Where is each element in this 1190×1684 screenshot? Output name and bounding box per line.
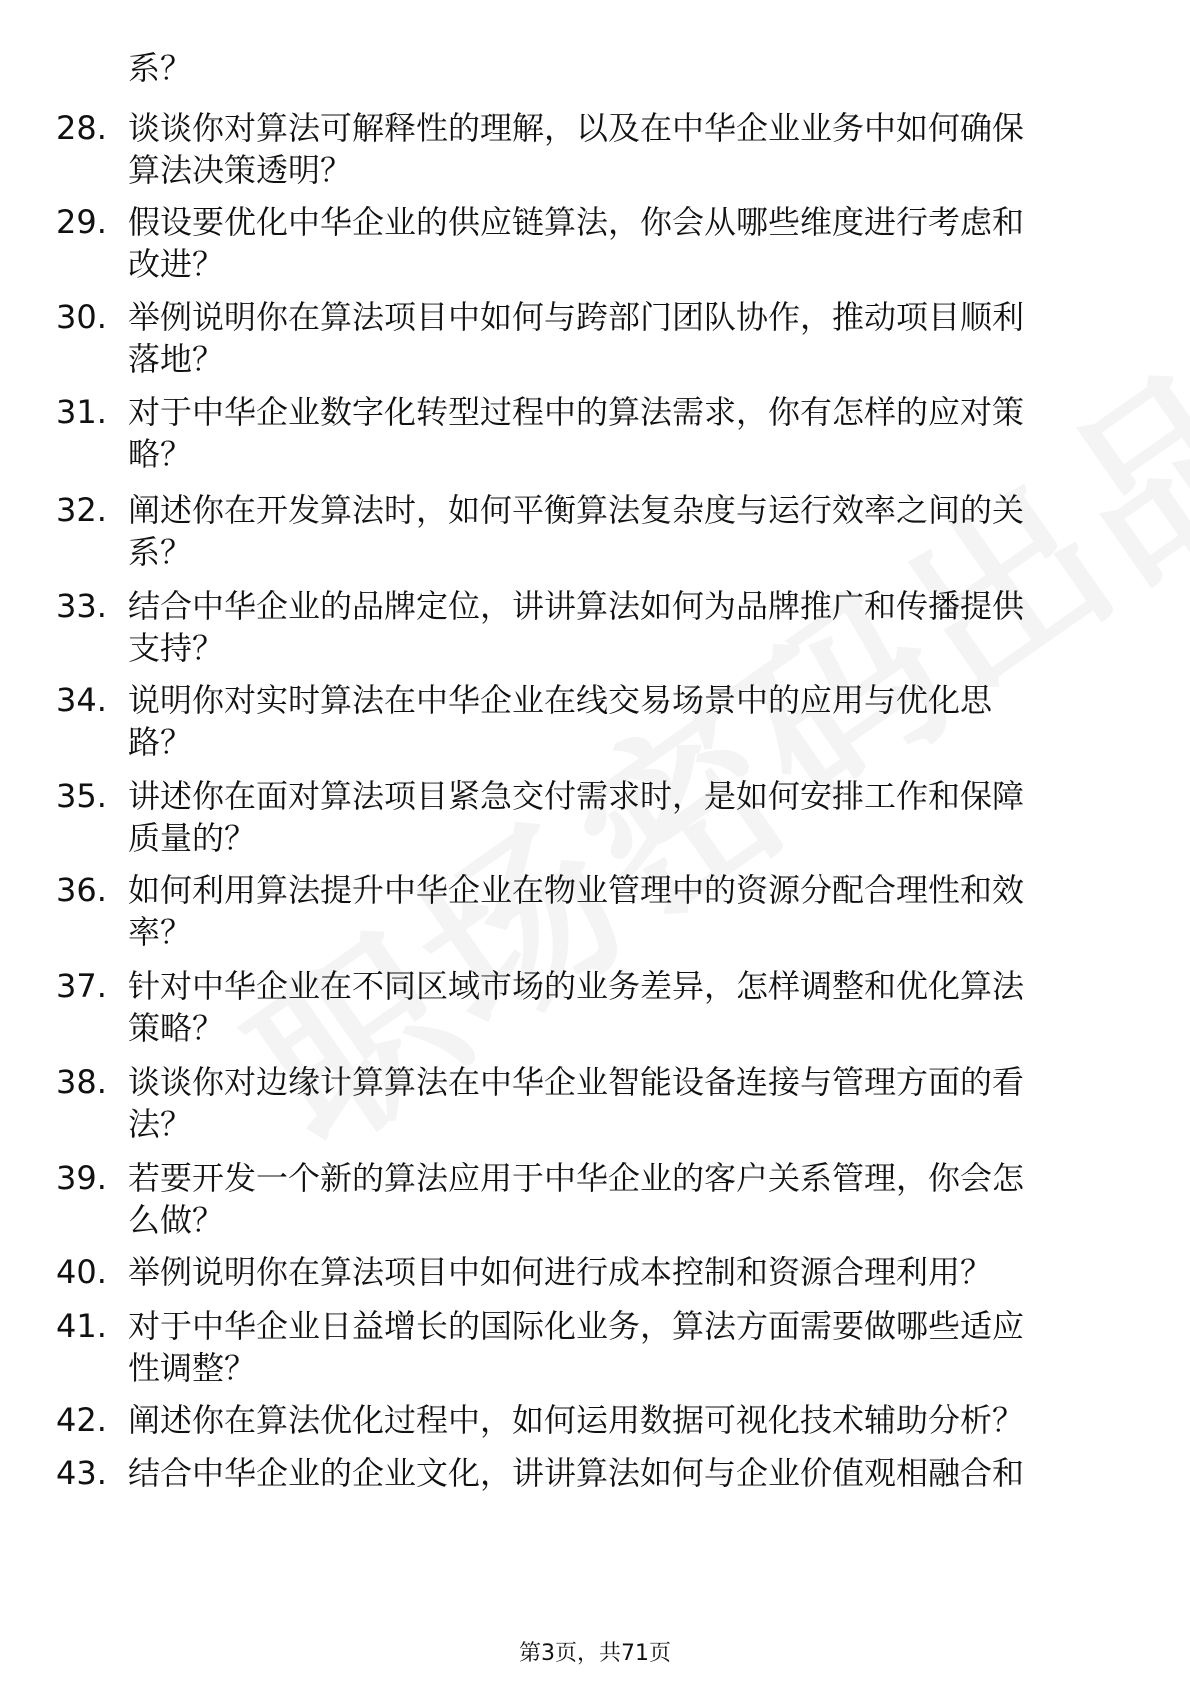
- question-text-line2: 改进？: [128, 245, 225, 283]
- question-number: 39.: [56, 1159, 107, 1197]
- question-text-line1: 说明你对实时算法在中华企业在线交易场景中的应用与优化思: [128, 681, 993, 719]
- question-text-line1: 结合中华企业的企业文化，讲讲算法如何与企业价值观相融合和: [128, 1454, 1025, 1492]
- question-text-line2: 系？: [128, 533, 193, 571]
- question-number: 31.: [56, 393, 107, 431]
- question-text-line2: 么做？: [128, 1201, 225, 1239]
- question-text-line2: 略？: [128, 435, 193, 473]
- question-text-line1: 针对中华企业在不同区域市场的业务差异，怎样调整和优化算法: [128, 967, 1025, 1005]
- question-text-line2: 法？: [128, 1105, 193, 1143]
- question-text-line2: 性调整？: [128, 1349, 257, 1387]
- question-number: 37.: [56, 967, 107, 1005]
- question-text-line1: 如何利用算法提升中华企业在物业管理中的资源分配合理性和效: [128, 871, 1025, 909]
- question-number: 28.: [56, 109, 107, 147]
- question-text-line1: 举例说明你在算法项目中如何进行成本控制和资源合理利用？: [128, 1253, 993, 1291]
- question-text-line1: 对于中华企业日益增长的国际化业务，算法方面需要做哪些适应: [128, 1307, 1025, 1345]
- page-footer: 第3页，共71页: [519, 1641, 671, 1666]
- question-number: 40.: [56, 1253, 107, 1291]
- question-text-line2: 率？: [128, 913, 193, 951]
- carryover-text: 系？: [128, 49, 193, 87]
- question-number: 35.: [56, 777, 107, 815]
- question-number: 29.: [56, 203, 107, 241]
- question-text-line2: 算法决策透明？: [128, 151, 353, 189]
- question-number: 41.: [56, 1307, 107, 1345]
- question-text-line2: 策略？: [128, 1009, 225, 1047]
- question-number: 30.: [56, 298, 107, 336]
- question-text-line1: 若要开发一个新的算法应用于中华企业的客户关系管理，你会怎: [128, 1159, 1025, 1197]
- question-number: 33.: [56, 587, 107, 625]
- question-text-line1: 举例说明你在算法项目中如何与跨部门团队协作，推动项目顺利: [128, 298, 1025, 336]
- question-number: 38.: [56, 1063, 107, 1101]
- question-text-line1: 谈谈你对边缘计算算法在中华企业智能设备连接与管理方面的看: [128, 1063, 1025, 1101]
- question-text-line2: 路？: [128, 723, 193, 761]
- question-number: 43.: [56, 1454, 107, 1492]
- question-text-line2: 支持？: [128, 629, 225, 667]
- question-text-line1: 阐述你在开发算法时，如何平衡算法复杂度与运行效率之间的关: [128, 491, 1025, 529]
- question-text-line1: 结合中华企业的品牌定位，讲讲算法如何为品牌推广和传播提供: [128, 587, 1025, 625]
- question-text-line2: 质量的？: [128, 819, 257, 857]
- question-number: 34.: [56, 681, 107, 719]
- question-text-line1: 谈谈你对算法可解释性的理解，以及在中华企业业务中如何确保: [128, 109, 1025, 147]
- question-text-line2: 落地？: [128, 340, 225, 378]
- question-text-line1: 阐述你在算法优化过程中，如何运用数据可视化技术辅助分析？: [128, 1401, 1025, 1439]
- question-number: 42.: [56, 1401, 107, 1439]
- question-number: 36.: [56, 871, 107, 909]
- question-text-line1: 讲述你在面对算法项目紧急交付需求时，是如何安排工作和保障: [128, 777, 1025, 815]
- question-text-line1: 假设要优化中华企业的供应链算法，你会从哪些维度进行考虑和: [128, 203, 1025, 241]
- question-number: 32.: [56, 491, 107, 529]
- question-text-line1: 对于中华企业数字化转型过程中的算法需求，你有怎样的应对策: [128, 393, 1025, 431]
